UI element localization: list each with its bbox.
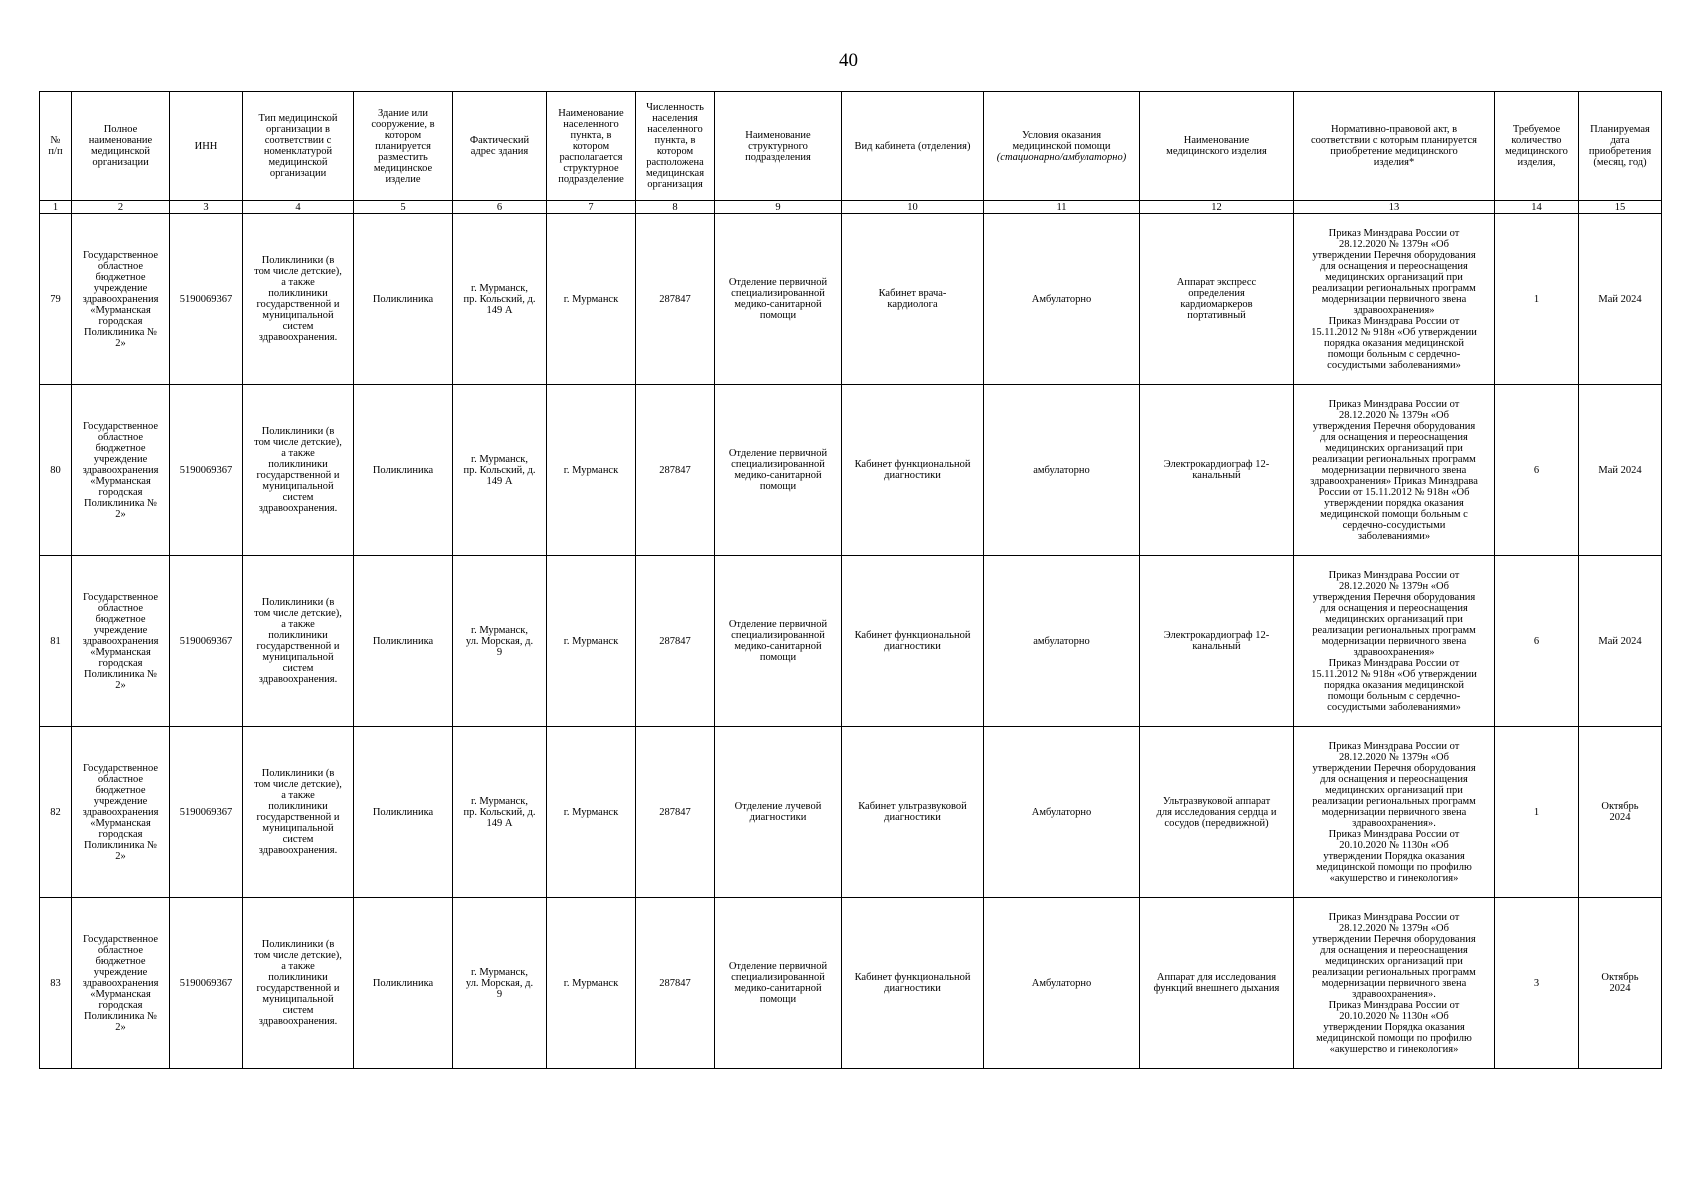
population-cell: 287847 xyxy=(636,385,715,556)
organization-cell: Государственное областное бюджетное учреждение здравоохранения «Мурманская городская Поликлиника № 2» xyxy=(72,727,170,898)
column-number: 15 xyxy=(1579,201,1662,214)
quantity-cell: 6 xyxy=(1495,385,1579,556)
table-row xyxy=(40,727,1662,898)
header-cell-9: Наименование структурного подразделения xyxy=(715,92,842,201)
address-cell: г. Мурманск, пр. Кольский, д. 149 А xyxy=(453,214,547,385)
header-cell-2: Полное наименование медицинской организации xyxy=(72,92,170,201)
column-number: 10 xyxy=(842,201,984,214)
population-cell: 287847 xyxy=(636,214,715,385)
row-number-cell: 83 xyxy=(40,898,72,1069)
cabinet-cell: Кабинет ультразвуковой диагностики xyxy=(842,727,984,898)
equipment-table xyxy=(39,91,1662,1069)
org-type-cell: Поликлиники (в том числе детские), а также поликлиники государственной и муниципальной систем здравоохранения. xyxy=(243,214,354,385)
building-cell: Поликлиника xyxy=(354,727,453,898)
header-cell-7: Наименование населенного пункта, в котором располагается структурное подразделение xyxy=(547,92,636,201)
unit-cell: Отделение лучевой диагностики xyxy=(715,727,842,898)
inn-cell: 5190069367 xyxy=(170,214,243,385)
column-number: 14 xyxy=(1495,201,1579,214)
header-cell-10: Вид кабинета (отделения) xyxy=(842,92,984,201)
conditions-cell: амбулаторно xyxy=(984,556,1140,727)
column-number: 2 xyxy=(72,201,170,214)
date-cell: Октябрь 2024 xyxy=(1579,898,1662,1069)
header-cell-3: ИНН xyxy=(170,92,243,201)
inn-cell: 5190069367 xyxy=(170,385,243,556)
header-cell-5: Здание или сооружение, в котором планируется разместить медицинское изделие xyxy=(354,92,453,201)
header-cell-8: Численность населения населенного пункта, в котором расположена медицинская организация xyxy=(636,92,715,201)
cabinet-cell: Кабинет функциональной диагностики xyxy=(842,556,984,727)
org-type-cell: Поликлиники (в том числе детские), а также поликлиники государственной и муниципальной систем здравоохранения. xyxy=(243,898,354,1069)
organization-cell: Государственное областное бюджетное учреждение здравоохранения «Мурманская городская Поликлиника № 2» xyxy=(72,556,170,727)
organization-cell: Государственное областное бюджетное учреждение здравоохранения «Мурманская городская Поликлиника № 2» xyxy=(72,898,170,1069)
quantity-cell: 3 xyxy=(1495,898,1579,1069)
column-number: 7 xyxy=(547,201,636,214)
table-row xyxy=(40,385,1662,556)
unit-cell: Отделение первичной специализированной медико-санитарной помощи xyxy=(715,385,842,556)
unit-cell: Отделение первичной специализированной медико-санитарной помощи xyxy=(715,214,842,385)
locality-cell: г. Мурманск xyxy=(547,214,636,385)
column-number: 9 xyxy=(715,201,842,214)
inn-cell: 5190069367 xyxy=(170,898,243,1069)
building-cell: Поликлиника xyxy=(354,214,453,385)
locality-cell: г. Мурманск xyxy=(547,556,636,727)
column-number: 8 xyxy=(636,201,715,214)
table-row xyxy=(40,898,1662,1069)
device-cell: Электрокардиограф 12- канальный xyxy=(1140,556,1294,727)
header-conditions-italic: (стационарно/амбулаторно) xyxy=(996,151,1127,163)
quantity-cell: 6 xyxy=(1495,556,1579,727)
header-cell-12: Наименование медицинского изделия xyxy=(1140,92,1294,201)
row-number-cell: 80 xyxy=(40,385,72,556)
row-number-cell: 81 xyxy=(40,556,72,727)
device-cell: Аппарат для исследования функций внешнего дыхания xyxy=(1140,898,1294,1069)
conditions-cell: амбулаторно xyxy=(984,385,1140,556)
header-cell-15: Планируемая дата приобретения (месяц, год) xyxy=(1579,92,1662,201)
population-cell: 287847 xyxy=(636,898,715,1069)
row-number-cell: 79 xyxy=(40,214,72,385)
conditions-cell: Амбулаторно xyxy=(984,898,1140,1069)
legal-act-cell: Приказ Минздрава России от 28.12.2020 № 1379н «Об утверждения Перечня оборудования для оснащения и переоснащения медицинских организаций при реализации региональных программ модернизации первичного звена здравоохранения» Приказ Минздрава России от 15.11.2012 № 918н «Об утверждении порядка оказания медицинской помощи больным с сердечно- сосудистыми заболеваниями» xyxy=(1294,556,1495,727)
building-cell: Поликлиника xyxy=(354,556,453,727)
table-row xyxy=(40,214,1662,385)
inn-cell: 5190069367 xyxy=(170,556,243,727)
device-cell: Ультразвуковой аппарат для исследования сердца и сосудов (передвижной) xyxy=(1140,727,1294,898)
unit-cell: Отделение первичной специализированной медико-санитарной помощи xyxy=(715,898,842,1069)
column-number: 3 xyxy=(170,201,243,214)
address-cell: г. Мурманск, пр. Кольский, д. 149 А xyxy=(453,385,547,556)
date-cell: Октябрь 2024 xyxy=(1579,727,1662,898)
header-conditions-label: Условия оказания медицинской помощи xyxy=(1012,129,1111,152)
locality-cell: г. Мурманск xyxy=(547,898,636,1069)
row-number-cell: 82 xyxy=(40,727,72,898)
table-row xyxy=(40,556,1662,727)
column-number: 4 xyxy=(243,201,354,214)
organization-cell: Государственное областное бюджетное учреждение здравоохранения «Мурманская городская Поликлиника № 2» xyxy=(72,385,170,556)
cabinet-cell: Кабинет функциональной диагностики xyxy=(842,385,984,556)
address-cell: г. Мурманск, ул. Морская, д. 9 xyxy=(453,556,547,727)
device-cell: Аппарат экспресс определения кардиомаркеров портативный xyxy=(1140,214,1294,385)
header-row xyxy=(40,92,1662,201)
legal-act-cell: Приказ Минздрава России от 28.12.2020 № 1379н «Об утверждении Перечня оборудования для оснащения и переоснащения медицинских организаций при реализации региональных программ модернизации первичного звена здравоохранения». Приказ Минздрава России от 20.10.2020 № 1130н «Об утверждении Порядка оказания медицинской помощи по профилю «акушерство и гинекология» xyxy=(1294,727,1495,898)
address-cell: г. Мурманск, ул. Морская, д. 9 xyxy=(453,898,547,1069)
legal-act-cell: Приказ Минздрава России от 28.12.2020 № 1379н «Об утверждении Перечня оборудования для оснащения и переоснащения медицинских организаций при реализации региональных программ модернизации первичного звена здравоохранения» Приказ Минздрава России от 15.11.2012 № 918н «Об утверждении порядка оказания медицинской помощи больным с сердечно- сосудистыми заболеваниями» xyxy=(1294,214,1495,385)
population-cell: 287847 xyxy=(636,556,715,727)
organization-cell: Государственное областное бюджетное учреждение здравоохранения «Мурманская городская Поликлиника № 2» xyxy=(72,214,170,385)
header-cell-4: Тип медицинской организации в соответствии с номенклатурой медицинской организации xyxy=(243,92,354,201)
date-cell: Май 2024 xyxy=(1579,214,1662,385)
building-cell: Поликлиника xyxy=(354,898,453,1069)
device-cell: Электрокардиограф 12- канальный xyxy=(1140,385,1294,556)
unit-cell: Отделение первичной специализированной медико-санитарной помощи xyxy=(715,556,842,727)
header-cell-13: Нормативно-правовой акт, в соответствии с которым планируется приобретение медицинского изделия* xyxy=(1294,92,1495,201)
org-type-cell: Поликлиники (в том числе детские), а также поликлиники государственной и муниципальной систем здравоохранения. xyxy=(243,385,354,556)
population-cell: 287847 xyxy=(636,727,715,898)
date-cell: Май 2024 xyxy=(1579,385,1662,556)
org-type-cell: Поликлиники (в том числе детские), а также поликлиники государственной и муниципальной систем здравоохранения. xyxy=(243,556,354,727)
date-cell: Май 2024 xyxy=(1579,556,1662,727)
quantity-cell: 1 xyxy=(1495,214,1579,385)
locality-cell: г. Мурманск xyxy=(547,727,636,898)
quantity-cell: 1 xyxy=(1495,727,1579,898)
header-cell-14: Требуемое количество медицинского изделия, xyxy=(1495,92,1579,201)
locality-cell: г. Мурманск xyxy=(547,385,636,556)
column-number: 13 xyxy=(1294,201,1495,214)
cabinet-cell: Кабинет функциональной диагностики xyxy=(842,898,984,1069)
header-cell-11 xyxy=(984,92,1140,201)
header-cell-6: Фактический адрес здания xyxy=(453,92,547,201)
cabinet-cell: Кабинет врача- кардиолога xyxy=(842,214,984,385)
page-number: 40 xyxy=(839,50,858,71)
conditions-cell: Амбулаторно xyxy=(984,727,1140,898)
header-cell-1: № п/п xyxy=(40,92,72,201)
legal-act-cell: Приказ Минздрава России от 28.12.2020 № 1379н «Об утверждения Перечня оборудования для оснащения и переоснащения медицинских организаций при реализации региональных программ модернизации первичного звена здравоохранения» Приказ Минздрава России от 15.11.2012 № 918н «Об утверждении порядка оказания медицинской помощи больным с сердечно-сосудистыми заболеваниями» xyxy=(1294,385,1495,556)
column-number: 5 xyxy=(354,201,453,214)
column-number-row xyxy=(40,201,1662,214)
column-number: 12 xyxy=(1140,201,1294,214)
column-number: 6 xyxy=(453,201,547,214)
conditions-cell: Амбулаторно xyxy=(984,214,1140,385)
column-number: 1 xyxy=(40,201,72,214)
column-number: 11 xyxy=(984,201,1140,214)
address-cell: г. Мурманск, пр. Кольский, д. 149 А xyxy=(453,727,547,898)
legal-act-cell: Приказ Минздрава России от 28.12.2020 № 1379н «Об утверждении Перечня оборудования для оснащения и переоснащения медицинских организаций при реализации региональных программ модернизации первичного звена здравоохранения». Приказ Минздрава России от 20.10.2020 № 1130н «Об утверждении Порядка оказания медицинской помощи по профилю «акушерство и гинекология» xyxy=(1294,898,1495,1069)
org-type-cell: Поликлиники (в том числе детские), а также поликлиники государственной и муниципальной систем здравоохранения. xyxy=(243,727,354,898)
building-cell: Поликлиника xyxy=(354,385,453,556)
inn-cell: 5190069367 xyxy=(170,727,243,898)
